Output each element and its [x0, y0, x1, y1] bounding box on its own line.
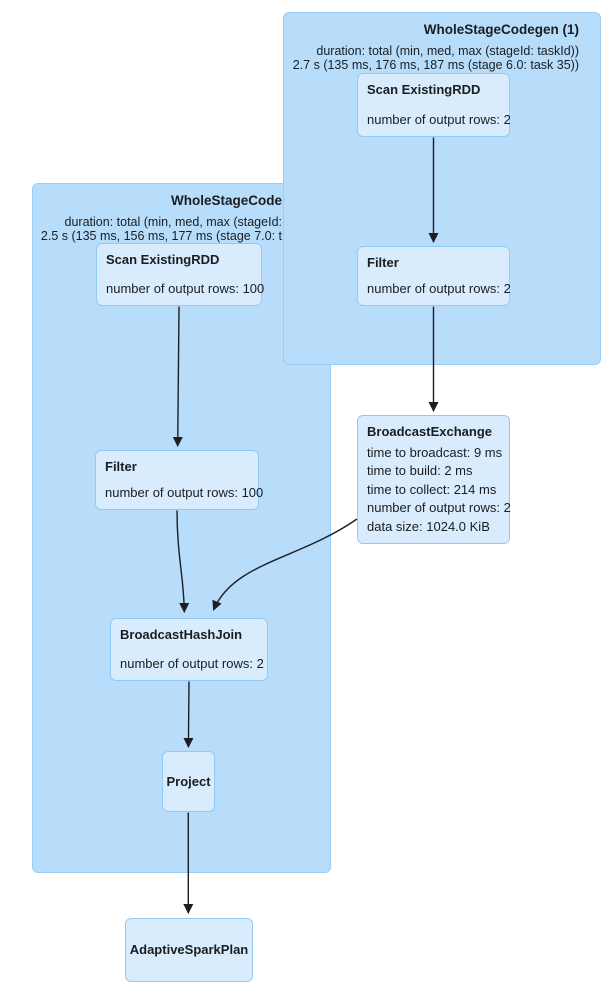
cluster-duration: [289, 45, 579, 72]
node-metrics: [120, 655, 264, 674]
node-metric: number of output rows: 2: [367, 111, 511, 127]
node-metric: number of output rows: 100: [105, 484, 264, 500]
plan-node-scan-existingrdd-1[interactable]: [357, 73, 510, 137]
node-metric: data size: 1024.0 KiB: [367, 518, 490, 534]
node-title: Scan ExistingRDD: [106, 252, 220, 267]
cluster-title: WholeStageCodegen (1): [423, 22, 579, 37]
cluster-duration: [37, 216, 282, 243]
cluster-duration-line2: 2.5 s (135 ms, 156 ms, 177 ms (stage 7.0: t: [40, 228, 282, 243]
cluster-duration-line1: duration: total (min, med, max (stageId: taskId)): [316, 44, 579, 58]
node-metric: number of output rows: 2: [120, 655, 264, 671]
node-metrics: [367, 111, 511, 130]
node-metric: time to collect: 214 ms: [367, 481, 497, 497]
node-metric: number of output rows: 100: [106, 280, 265, 296]
node-title: Scan ExistingRDD: [367, 82, 481, 97]
node-metric: number of output rows: 2: [367, 280, 511, 296]
plan-node-project[interactable]: [162, 751, 215, 812]
plan-node-adaptive-spark-plan[interactable]: [125, 918, 253, 982]
plan-node-filter-2[interactable]: [95, 450, 264, 510]
plan-node-filter-1[interactable]: [357, 246, 510, 306]
plan-node-scan-existingrdd-2[interactable]: [96, 243, 265, 306]
cluster-title: WholeStageCode: [170, 193, 282, 208]
cluster-duration-line2: 2.7 s (135 ms, 176 ms, 187 ms (stage 6.0: task 35)): [292, 57, 579, 72]
node-title: Filter: [367, 255, 399, 270]
node-metrics: [106, 280, 265, 299]
node-title: Filter: [105, 459, 137, 474]
cluster-label: [289, 22, 579, 72]
cluster-duration-line1: duration: total (min, med, max (stageId:: [64, 215, 282, 229]
node-title: BroadcastHashJoin: [120, 627, 243, 642]
node-metrics: [367, 280, 511, 299]
cluster-wholestagecodegen-1: [283, 12, 601, 365]
node-title: AdaptiveSparkPlan: [129, 942, 249, 957]
node-title: Project: [166, 773, 211, 789]
node-metric: time to broadcast: 9 ms: [367, 444, 503, 460]
node-metrics: [105, 484, 264, 503]
node-title: BroadcastExchange: [367, 424, 492, 439]
node-metric: time to build: 2 ms: [367, 463, 473, 478]
plan-node-broadcast-exchange[interactable]: [357, 415, 510, 544]
plan-node-broadcast-hash-join[interactable]: [110, 618, 268, 681]
cluster-label: [37, 193, 282, 243]
node-metric: number of output rows: 2: [367, 500, 511, 515]
node-metrics: [367, 444, 511, 537]
